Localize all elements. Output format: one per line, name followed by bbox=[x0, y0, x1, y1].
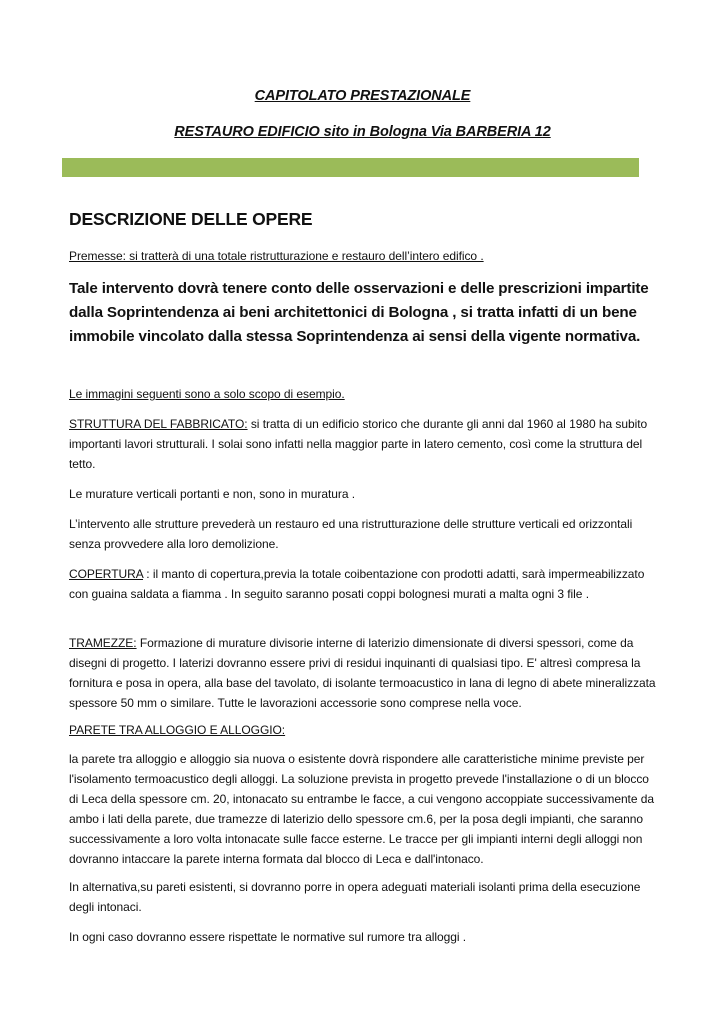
parete-paragraph: la parete tra alloggio e alloggio sia nuova o esistente dovrà rispondere alle caratteristiche minime previste per l'isolamento termoacustico degli alloggi. La soluzione prevista in progetto prevede l'installazione o di un blocco di Leca della spessore cm. 20, intonacato su entrambe le facce, a cui vengono accoppiate successivamente da ambo i lati della parete, due tramezze di laterizio dello spessore cm.6, per la posa degli impianti, che saranno successivamente a loro volta intonacate sulle facce esterne. Le tracce per gli impianti interni degli alloggi non dovranno intaccare la parete interna formata dal blocco di Leca e dall'intonaco. bbox=[69, 752, 655, 866]
tramezze-text: Formazione di murature divisorie interne di laterizio dimensionate di diversi spessori, come da disegni di progetto. I laterizi dovranno essere privi di residui inquinanti di qualsiasi tipo. E' altresì compresa la fornitura e posa in opera, alla base del tavolato, di isolante termoacustico in lana di legno di abete mineralizzata spessore 50 mm o similare. Tutte le lavorazioni accessorie sono comprese nella voce. bbox=[69, 636, 656, 710]
section-heading: DESCRIZIONE DELLE OPERE bbox=[69, 209, 313, 229]
green-divider-bar bbox=[62, 158, 639, 177]
normative-paragraph: In ogni caso dovranno essere rispettate le normative sul rumore tra alloggi . bbox=[69, 930, 467, 944]
copertura-label: COPERTURA bbox=[69, 567, 144, 581]
document-subtitle: RESTAURO EDIFICIO sito in Bologna Via BARBERIA 12 bbox=[174, 124, 551, 140]
images-note: Le immagini seguenti sono a solo scopo di esempio. bbox=[69, 387, 345, 401]
parete-heading: PARETE TRA ALLOGGIO E ALLOGGIO: bbox=[69, 723, 286, 737]
tramezze-paragraph bbox=[69, 633, 659, 713]
struttura-label: STRUTTURA DEL FABBRICATO: bbox=[69, 417, 248, 431]
premesse-note: Premesse: si tratterà di una totale ristrutturazione e restauro dell’intero edifico . bbox=[69, 249, 484, 263]
murature-paragraph: Le murature verticali portanti e non, sono in muratura . bbox=[69, 487, 356, 501]
alternativa-paragraph: In alternativa,su pareti esistenti, si dovranno porre in opera adeguati materiali isolanti prima della esecuzione degli intonaci. bbox=[69, 880, 641, 914]
struttura-text: si tratta di un edificio storico che durante gli anni dal 1960 al 1980 ha subito importanti lavori strutturali. I solai sono infatti nella maggior parte in latero cemento, così come la struttura del tetto. bbox=[69, 417, 648, 471]
bold-statement: Tale intervento dovrà tenere conto delle osservazioni e delle prescrizioni impartite dalla Soprintendenza ai beni architettonici di Bologna , si tratta infatti di un bene immobile vincolato dalla stessa Soprintendenza ai sensi della vigente normativa. bbox=[69, 280, 649, 345]
tramezze-label: TRAMEZZE: bbox=[69, 636, 137, 650]
copertura-paragraph bbox=[69, 564, 659, 604]
struttura-paragraph bbox=[69, 414, 659, 474]
document-title: CAPITOLATO PRESTAZIONALE bbox=[254, 88, 471, 104]
intervento-paragraph: L’intervento alle strutture prevederà un restauro ed una ristrutturazione delle strutture verticali ed orizzontali senza provvedere alla loro demolizione. bbox=[69, 517, 633, 551]
copertura-text: : il manto di copertura,previa la totale coibentazione con prodotti adatti, sarà impermeabilizzato con guaina saldata a fiamma . In seguito saranno posati coppi bolognesi murati a malta ogni 3 file . bbox=[69, 567, 645, 601]
